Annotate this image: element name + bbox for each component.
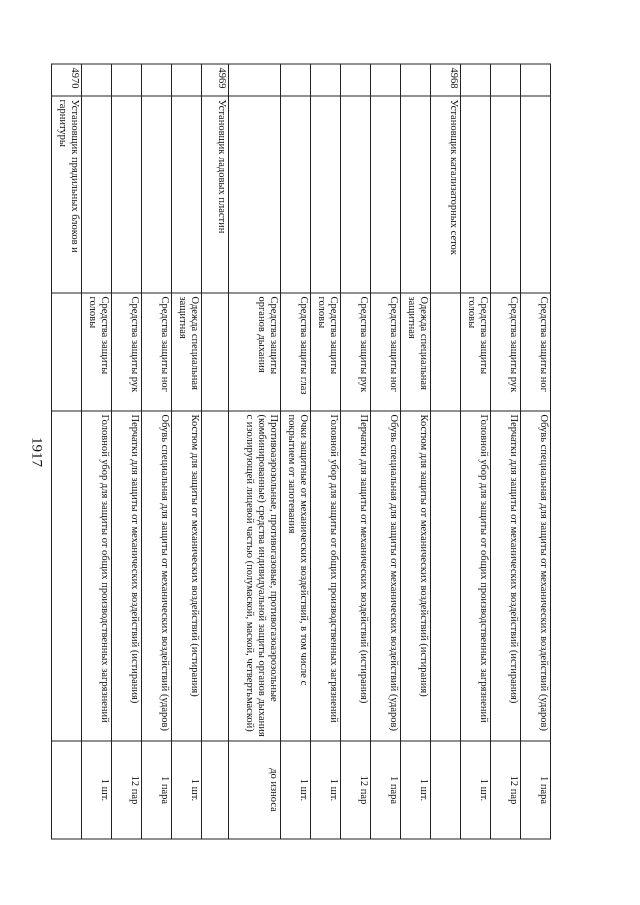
item-cell: Обувь специальная для защиты от механических воздействий (ударов) (521, 411, 551, 741)
quantity-cell: 1 шт. (401, 741, 431, 839)
rotated-table-wrapper (57, 64, 551, 839)
table-row (172, 64, 202, 839)
category-cell (202, 293, 229, 411)
category-cell (52, 293, 82, 411)
profession-cell (401, 96, 431, 293)
profession-cell (112, 96, 142, 293)
table-row (461, 64, 491, 839)
quantity-cell: 12 пар (341, 741, 371, 839)
table-row (311, 64, 341, 839)
row-number: 4970 (52, 64, 82, 96)
category-cell: Одежда специальная защитная (172, 293, 202, 411)
row-number: 4969 (202, 64, 229, 96)
item-cell: Перчатки для защиты от механических воздействий (истирания) (491, 411, 521, 741)
ppe-norms-table (51, 64, 551, 840)
table-row (229, 64, 281, 839)
row-number (172, 64, 202, 96)
profession-cell (371, 96, 401, 293)
item-cell: Головной убор для защиты от общих производственных загрязнений (82, 411, 112, 741)
profession-cell (341, 96, 371, 293)
quantity-cell (52, 741, 82, 839)
table-row (52, 64, 82, 839)
item-cell: Перчатки для защиты от механических воздействий (истирания) (112, 411, 142, 741)
row-number (311, 64, 341, 96)
category-cell: Средства защиты рук (491, 293, 521, 411)
profession-cell (491, 96, 521, 293)
row-number (461, 64, 491, 96)
category-cell: Одежда специальная защитная (401, 293, 431, 411)
category-cell: Средства защиты ног (521, 293, 551, 411)
row-number (521, 64, 551, 96)
category-cell: Средства защиты рук (341, 293, 371, 411)
row-number (491, 64, 521, 96)
item-cell: Обувь специальная для защиты от механических воздействий (ударов) (142, 411, 172, 741)
category-cell: Средства защиты головы (461, 293, 491, 411)
page-number: 1917 (28, 437, 45, 467)
quantity-cell: 1 шт. (82, 741, 112, 839)
row-number (371, 64, 401, 96)
quantity-cell: 1 пара (521, 741, 551, 839)
item-cell: Костюм для защиты от механических воздействий (истирания) (172, 411, 202, 741)
row-number (401, 64, 431, 96)
quantity-cell: 1 шт. (461, 741, 491, 839)
profession-cell (142, 96, 172, 293)
item-cell: Головной убор для защиты от общих производственных загрязнений (461, 411, 491, 741)
profession-cell: Установщик ладовых пластин (202, 96, 229, 293)
quantity-cell: 1 шт. (281, 741, 311, 839)
category-cell: Средства защиты глаз (281, 293, 311, 411)
profession-cell: Установщик катализаторных сеток (431, 96, 461, 293)
category-cell: Средства защиты ног (142, 293, 172, 411)
quantity-cell: 12 пар (112, 741, 142, 839)
profession-cell (229, 96, 281, 293)
item-cell: Противоаэрозольные, противогазовые, противогазоаэрозольные (комбинированные) средства индивидуальной защиты органов дыхания с изолирующей лицевой частью (полумаской, маской, четвертьмаской) (229, 411, 281, 741)
category-cell: Средства защиты головы (311, 293, 341, 411)
row-number (142, 64, 172, 96)
item-cell (52, 411, 82, 741)
quantity-cell (431, 741, 461, 839)
item-cell: Перчатки для защиты от механических воздействий (истирания) (341, 411, 371, 741)
quantity-cell: 12 пар (491, 741, 521, 839)
profession-cell (82, 96, 112, 293)
category-cell: Средства защиты головы (82, 293, 112, 411)
table-row (82, 64, 112, 839)
table-row (521, 64, 551, 839)
category-cell (431, 293, 461, 411)
item-cell: Костюм для защиты от механических воздействий (истирания) (401, 411, 431, 741)
item-cell: Обувь специальная для защиты от механических воздействий (ударов) (371, 411, 401, 741)
profession-cell (311, 96, 341, 293)
item-cell (202, 411, 229, 741)
quantity-cell (202, 741, 229, 839)
profession-cell (281, 96, 311, 293)
category-cell: Средства защиты органов дыхания (229, 293, 281, 411)
quantity-cell: 1 пара (371, 741, 401, 839)
quantity-cell: 1 шт. (311, 741, 341, 839)
table-row (281, 64, 311, 839)
table-row (341, 64, 371, 839)
item-cell: Головной убор для защиты от общих производственных загрязнений (311, 411, 341, 741)
table-row (202, 64, 229, 839)
table-row (431, 64, 461, 839)
table-row (371, 64, 401, 839)
row-number (82, 64, 112, 96)
category-cell: Средства защиты рук (112, 293, 142, 411)
row-number (341, 64, 371, 96)
table-row (401, 64, 431, 839)
row-number: 4968 (431, 64, 461, 96)
table-row (491, 64, 521, 839)
table-row (142, 64, 172, 839)
profession-cell: Установщик прядильных блоков и гарнитуры (52, 96, 82, 293)
profession-cell (521, 96, 551, 293)
profession-cell (461, 96, 491, 293)
row-number (229, 64, 281, 96)
quantity-cell: 1 шт. (172, 741, 202, 839)
row-number (112, 64, 142, 96)
row-number (281, 64, 311, 96)
category-cell: Средства защиты ног (371, 293, 401, 411)
profession-cell (172, 96, 202, 293)
item-cell: Очки защитные от механических воздействий, в том числе с покрытием от запотевания (281, 411, 311, 741)
quantity-cell: до износа (229, 741, 281, 839)
item-cell (431, 411, 461, 741)
table-row (112, 64, 142, 839)
quantity-cell: 1 пара (142, 741, 172, 839)
